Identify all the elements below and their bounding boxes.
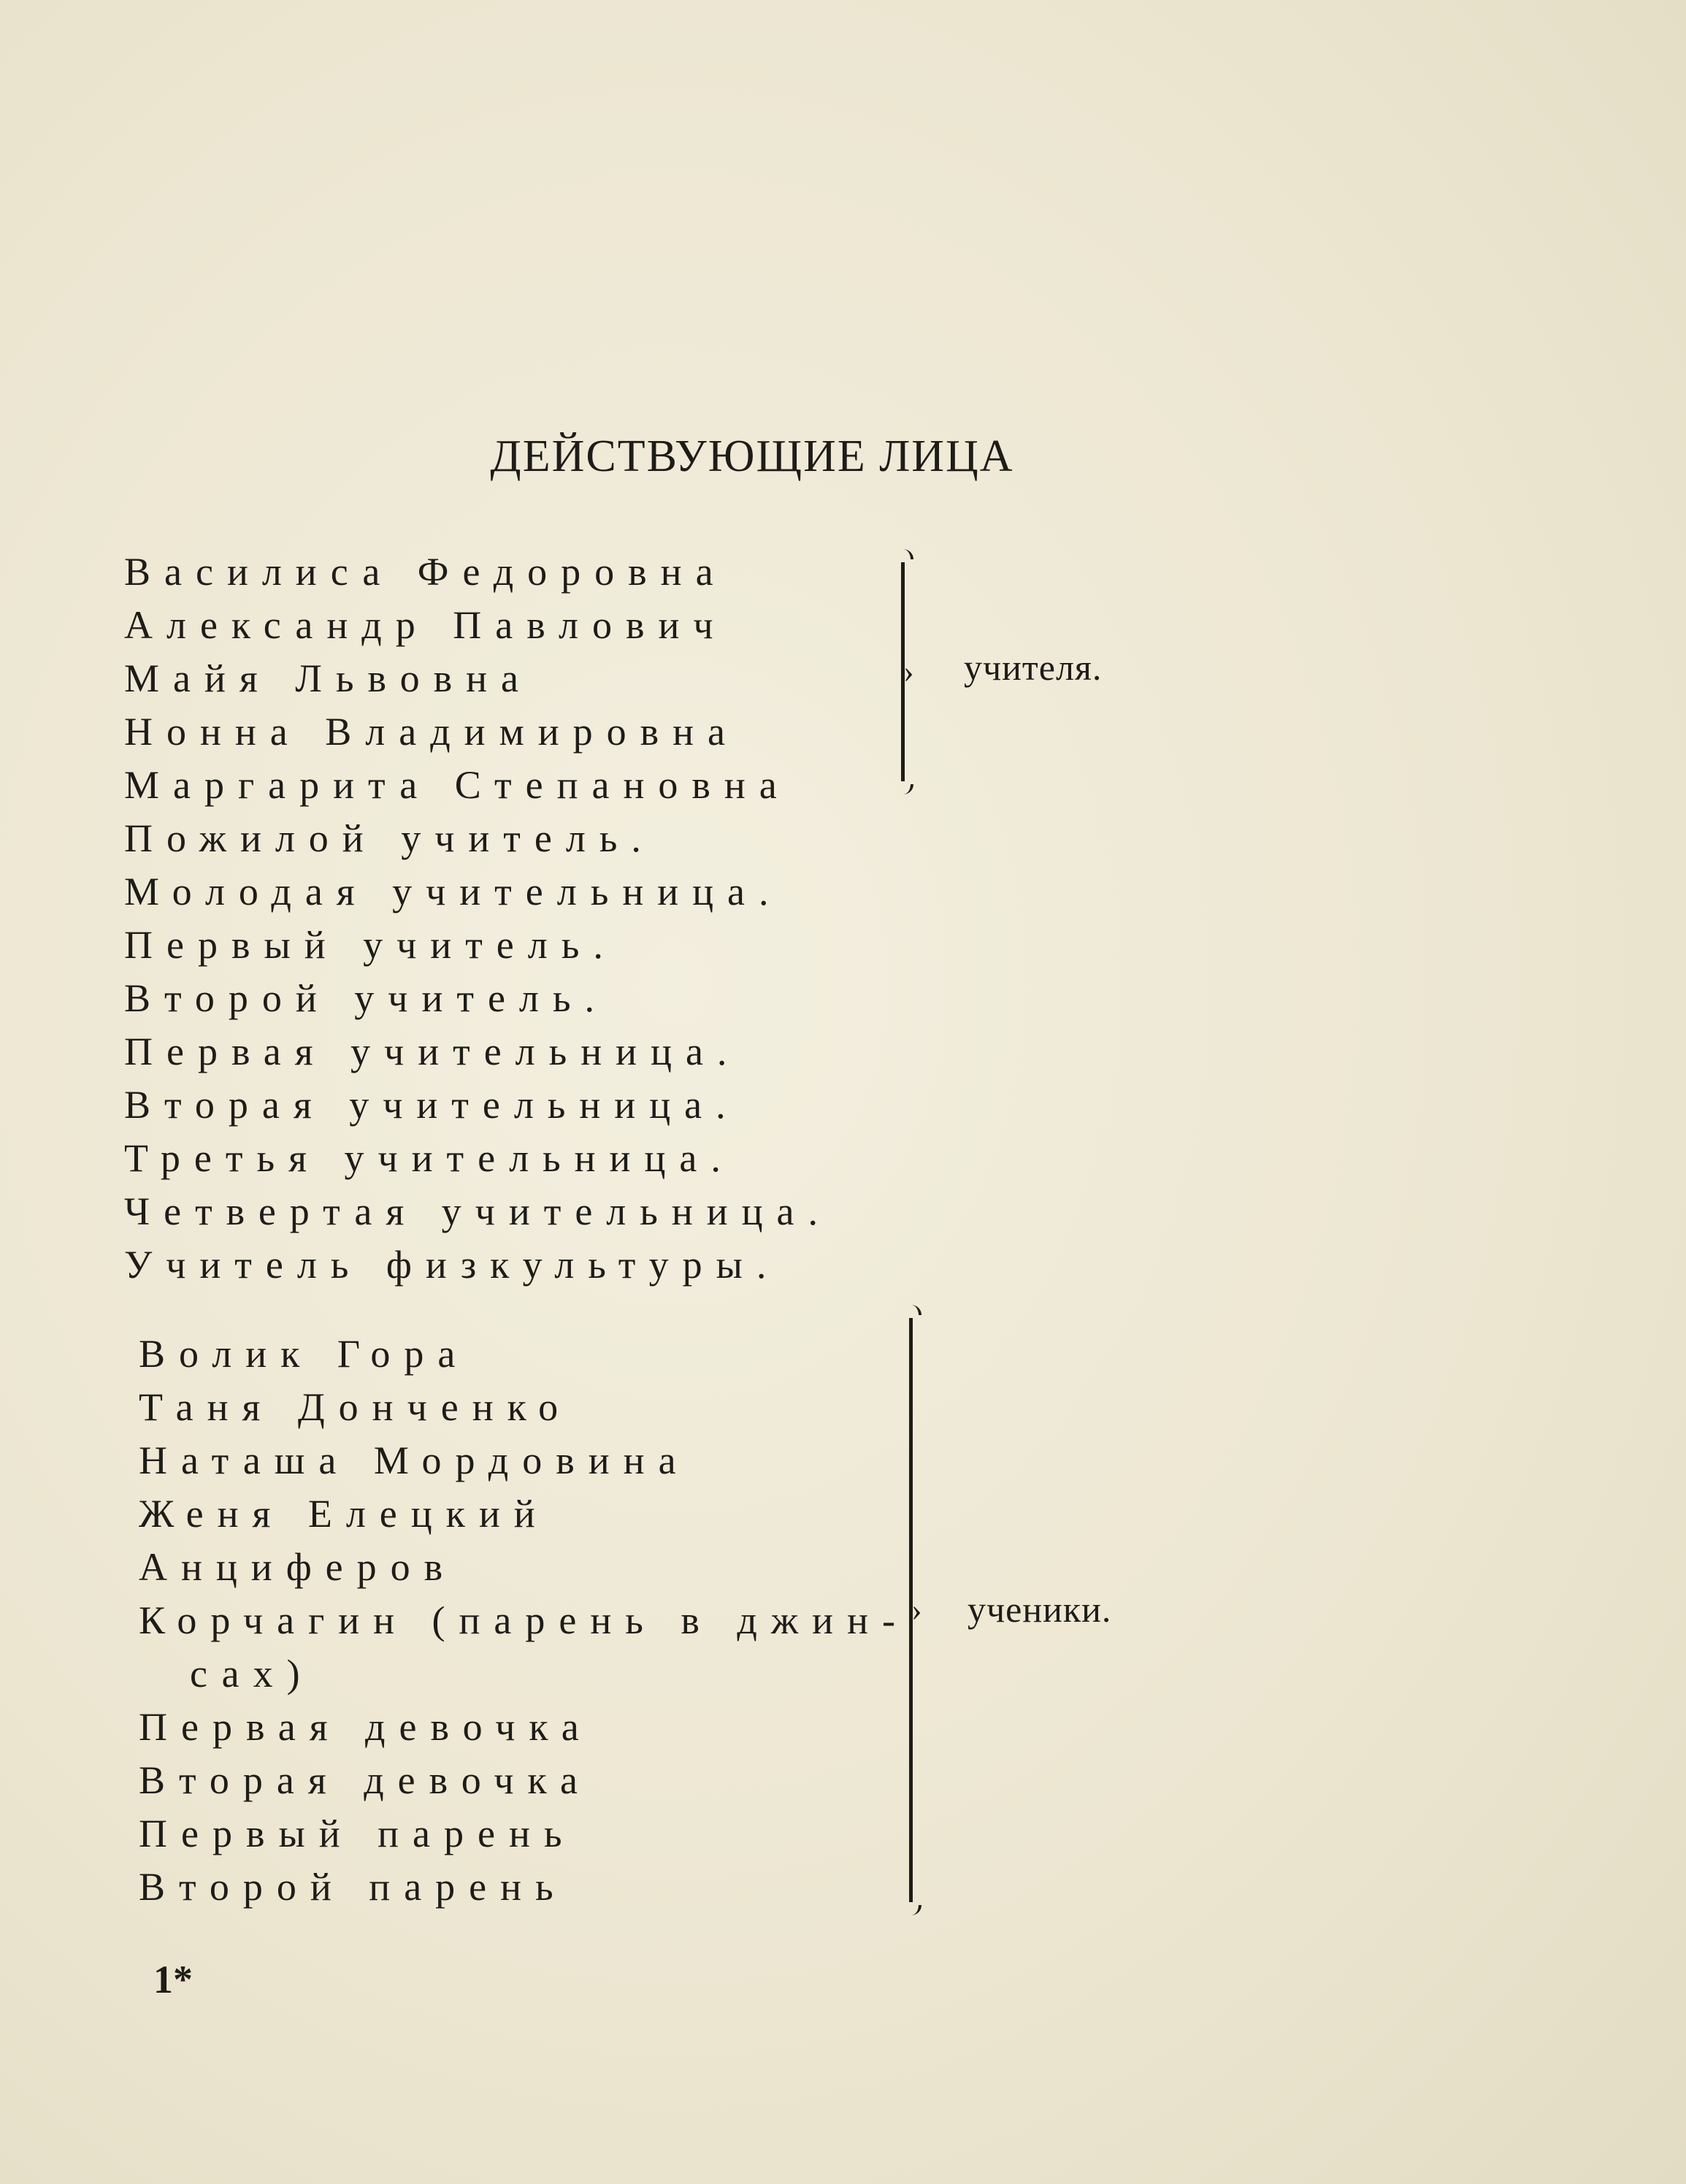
teacher-name: Первая учительница. xyxy=(124,1030,741,1073)
teacher-name: Маргарита Степановна xyxy=(124,763,791,807)
teachers-group-label: учителя. xyxy=(964,647,1103,688)
teacher-name: Василиса Федоровна xyxy=(124,550,727,594)
student-name: Первая девочка xyxy=(139,1705,593,1749)
teacher-name: Учитель физкультуры. xyxy=(124,1243,781,1287)
student-name: Наташа Мордовина xyxy=(139,1438,690,1482)
teacher-name: Третья учительница. xyxy=(124,1136,735,1180)
teacher-name: Четвертая учительница. xyxy=(124,1189,832,1233)
student-name: Второй парень xyxy=(139,1865,567,1909)
student-name: Женя Елецкий xyxy=(139,1492,549,1536)
students-list xyxy=(139,1327,909,1914)
student-name: Таня Донченко xyxy=(139,1385,572,1429)
teacher-name: Молодая учительница. xyxy=(124,870,783,913)
teacher-name: Первый учитель. xyxy=(124,923,617,967)
teacher-name: Вторая учительница. xyxy=(124,1083,740,1127)
students-group-label: ученики. xyxy=(967,1589,1112,1630)
teacher-name: Второй учитель. xyxy=(124,976,608,1020)
page-title: ДЕЙСТВУЮЩИЕ ЛИЦА xyxy=(490,432,1014,481)
student-name: Вторая девочка xyxy=(139,1758,591,1802)
teacher-name: Майя Львовна xyxy=(124,656,532,700)
teacher-name: Пожилой учитель. xyxy=(124,816,655,860)
student-name: Корчагин (парень в джин- xyxy=(139,1598,909,1642)
page-signature-mark: 1* xyxy=(153,1958,193,2001)
students-brace: › xyxy=(909,1318,921,1902)
student-name-continuation: сах) xyxy=(190,1652,314,1696)
student-name: Волик Гора xyxy=(139,1332,470,1376)
student-name: Анциферов xyxy=(139,1545,457,1589)
teacher-name: Нонна Владимировна xyxy=(124,710,740,754)
teachers-list xyxy=(124,545,832,1292)
student-name: Первый парень xyxy=(139,1812,576,1855)
teachers-brace: › xyxy=(901,562,913,781)
teacher-name: Александр Павлович xyxy=(124,603,727,647)
